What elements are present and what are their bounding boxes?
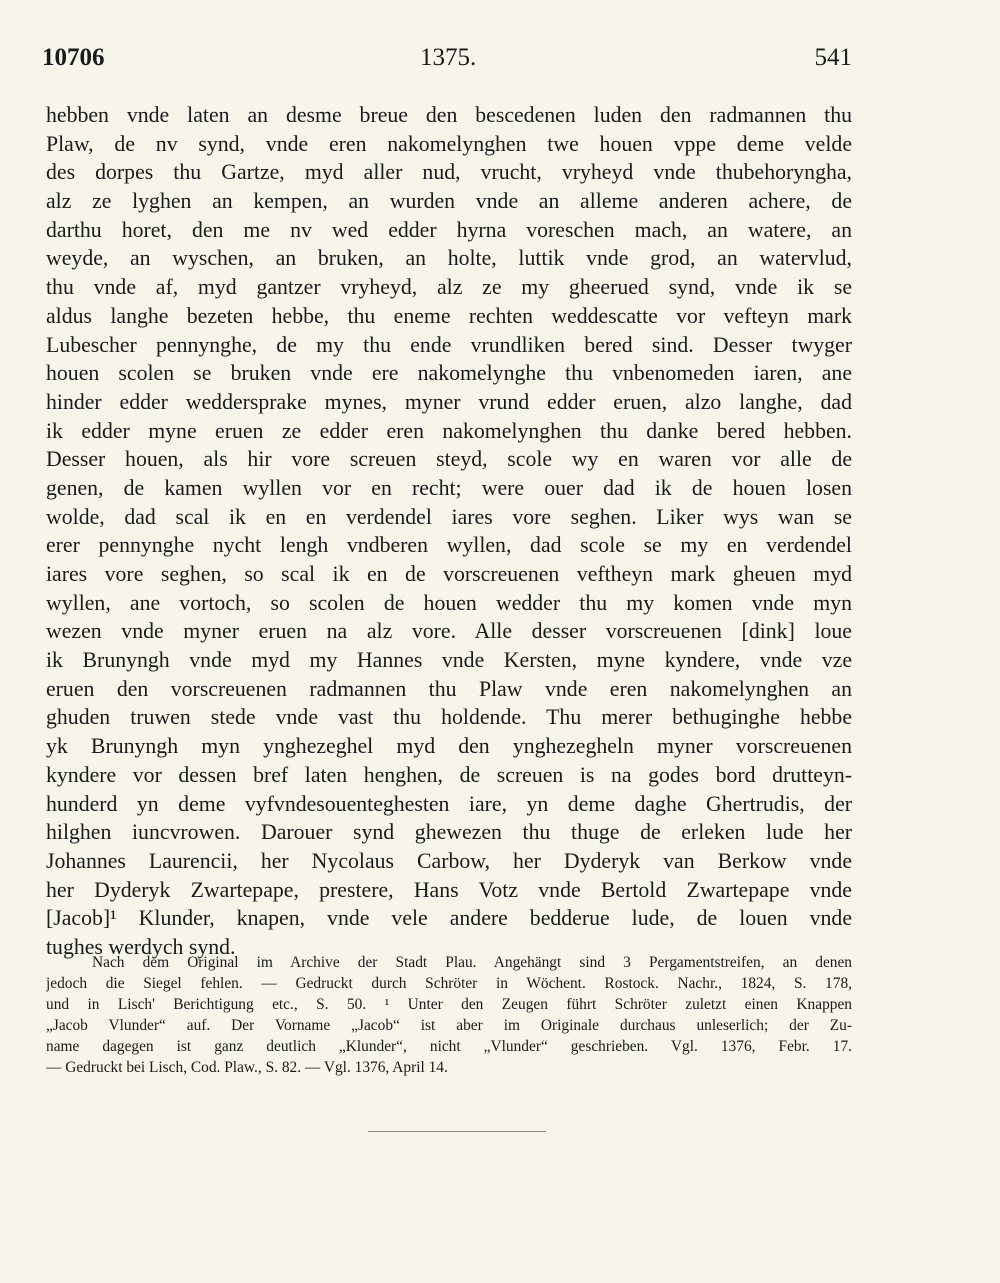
note-line: und in Lisch' Berichtigung etc., S. 50. ¹ Unter den Zeugen führt Schröter zuletzt einen Knappen (46, 996, 852, 1013)
text-line: alz ze lyghen an kempen, an wurden vnde an alleme anderen achere, de (46, 189, 852, 214)
text-line: her Dyderyk Zwartepape, prestere, Hans Votz vnde Bertold Zwartepape vnde (46, 877, 852, 902)
note-line: name dagegen ist ganz deutlich „Klunder“, nicht „Vlunder“ geschrieben. Vgl. 1376, Febr. 17. (46, 1038, 852, 1055)
text-line: Desser houen, als hir vore screuen steyd, scole wy en waren vor alle de (46, 447, 852, 472)
text-line: erer pennynghe nycht lengh vndberen wyllen, dad scole se my en verdendel (46, 533, 852, 558)
text-line: iares vore seghen, so scal ik en de vorscreuenen veftheyn mark gheuen myd (46, 562, 852, 586)
page-number: 541 (814, 44, 852, 71)
text-line: houen scolen se bruken vnde ere nakomelynghe thu vnbenomeden iaren, ane (46, 361, 852, 386)
note-line: Nach dem Original im Archive der Stadt Plau. Angehängt sind 3 Pergamentstreifen, an denen (92, 954, 852, 971)
text-line: aldus langhe bezeten hebbe, thu eneme rechten weddescatte vor vefteyn mark (46, 303, 852, 328)
text-line: Plaw, de nv synd, vnde eren nakomelynghen twe houen vppe deme velde (46, 131, 852, 156)
text-line: hunderd yn deme vyfvndesouenteghesten iare, yn deme daghe Ghertrudis, der (46, 791, 852, 816)
text-line: kyndere vor dessen bref laten henghen, de screuen is na godes bord drutteyn- (46, 762, 852, 787)
text-line: Johannes Laurencii, her Nycolaus Carbow, her Dyderyk van Berkow vnde (46, 848, 852, 873)
text-line: weyde, an wyschen, an bruken, an holte, luttik vnde grod, an watervlud, (46, 246, 852, 271)
text-line: hebben vnde laten an desme breue den bescedenen luden den radmannen thu (46, 103, 852, 127)
document-number: 10706 (42, 44, 105, 71)
page-header (42, 44, 852, 80)
text-line: wolde, dad scal ik en en verdendel iares vore seghen. Liker wys wan se (46, 504, 852, 529)
text-line: genen, de kamen wyllen vor en recht; were ouer dad ik de houen losen (46, 475, 852, 500)
text-line: tughes werdych synd. (46, 934, 236, 959)
text-line: eruen den vorscreuenen radmannen thu Plaw vnde eren nakomelynghen an (46, 676, 852, 701)
text-line: ik Brunyngh vnde myd my Hannes vnde Kersten, myne kyndere, vnde vze (46, 648, 852, 673)
note-line: jedoch die Siegel fehlen. — Gedruckt durch Schröter in Wöchent. Rostock. Nachr., 1824, S. 178, (46, 975, 852, 992)
text-line: wyllen, ane vortoch, so scolen de houen wedder thu my komen vnde myn (46, 590, 852, 615)
note-line: „Jacob Vlunder“ auf. Der Vorname „Jacob“ ist aber im Originale durchaus unleserlich; der Zu- (46, 1017, 852, 1034)
text-line: darthu horet, den me nv wed edder hyrna voreschen mach, an watere, an (46, 217, 852, 242)
text-line: Lubescher pennynghe, de my thu ende vrundliken bered sind. Desser twyger (46, 332, 852, 357)
text-line: ghuden truwen stede vnde vast thu holdende. Thu merer bethuginghe hebbe (46, 705, 852, 730)
text-line: yk Brunyngh myn ynghezeghel myd den ynghezegheln myner vorscreuenen (46, 734, 852, 759)
text-line: thu vnde af, myd gantzer vryheyd, alz ze my gheerued synd, vnde ik se (46, 275, 852, 300)
text-line: wezen vnde myner eruen na alz vore. Alle desser vorscreuenen [dink] loue (46, 619, 852, 644)
text-line: hilghen iuncvrowen. Darouer synd ghewezen thu thuge de erleken lude her (46, 820, 852, 845)
text-line: des dorpes thu Gartze, myd aller nud, vrucht, vryheyd vnde thubehoryngha, (46, 160, 852, 185)
editorial-notes (46, 952, 852, 1078)
year-heading: 1375. (420, 44, 477, 71)
text-line: ik edder myne eruen ze edder eren nakomelynghen thu danke bered hebben. (46, 418, 852, 443)
text-line: [Jacob]¹ Klunder, knapen, vnde vele andere bedderue lude, de louen vnde (46, 906, 852, 931)
charter-text (46, 101, 852, 962)
footer-rule (368, 1131, 546, 1132)
text-line: hinder edder weddersprake mynes, myner vrund edder eruen, alzo langhe, dad (46, 389, 852, 414)
note-line: — Gedruckt bei Lisch, Cod. Plaw., S. 82. — Vgl. 1376, April 14. (46, 1059, 448, 1076)
